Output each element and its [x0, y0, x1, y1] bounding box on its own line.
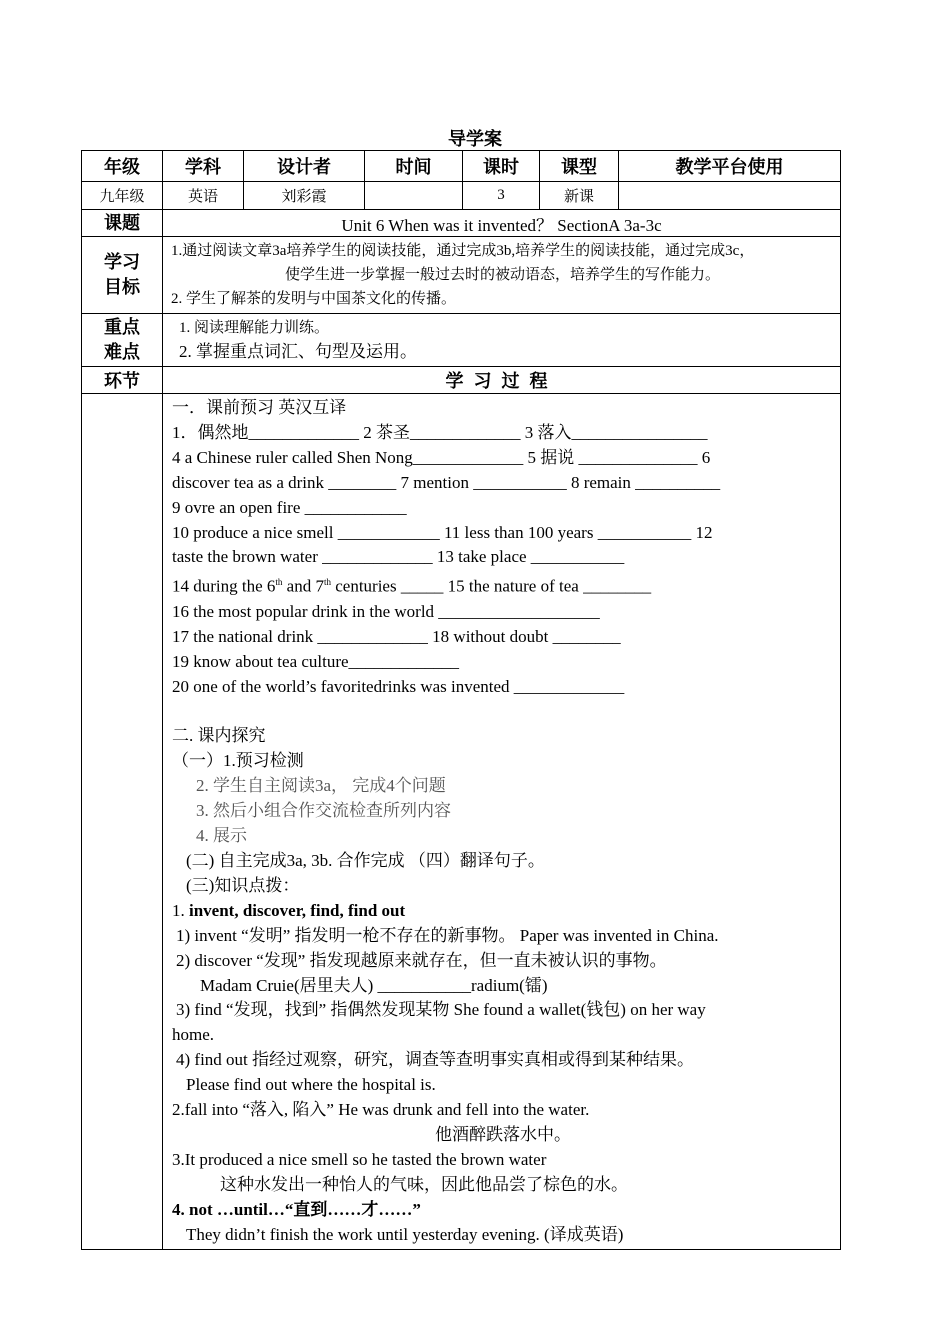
header-subject: 学科 [163, 151, 244, 182]
exercise-line: 4 a Chinese ruler called Shen Nong_____________ 5 据说 ______________ 6 [172, 447, 711, 467]
goal-1a: 1.通过阅读文章3a培养学生的阅读技能，通过完成3b,培养学生的阅读技能，通过完成3c， [171, 243, 755, 259]
section-label: 环节 [82, 367, 163, 394]
inquiry-step: 4. 展示 [196, 826, 247, 846]
preview-heading: 一．课前预习 英汉互译 [172, 398, 347, 417]
topic-label: 课题 [82, 210, 163, 237]
section-empty-cell [82, 394, 163, 1250]
knowledge-line: They didn’t finish the work until yesterday evening. (译成英语) [186, 1224, 624, 1244]
exercise-line: 1．偶然地_____________ 2 茶圣_____________ 3 落入________________ [172, 422, 708, 442]
knowledge-line: 1) invent “发明” 指发明一枪不存在的新事物。 Paper was invented in China. [176, 925, 719, 945]
knowledge-line: 2.fall into “落入, 陷入” He was drunk and fell into the water. [172, 1100, 590, 1120]
key-label-line2: 难点 [104, 342, 140, 362]
exercise-line: 20 one of the world’s favoritedrinks was invented _____________ [172, 676, 625, 696]
process-label: 学习过程 [163, 367, 841, 394]
process-header-row [82, 367, 841, 394]
knowledge-heading: (三)知识点拨： [186, 875, 300, 895]
info-row [82, 182, 841, 210]
header-grade: 年级 [82, 151, 163, 182]
exercise-line: 16 the most popular drink in the world ___________________ [172, 601, 600, 621]
inquiry-step: 3. 然后小组合作交流检查所列内容 [196, 801, 451, 821]
inquiry-step: 2. 学生自主阅读3a， 完成4个问题 [196, 776, 446, 796]
exercise-line: 9 ovre an open fire ____________ [172, 497, 407, 517]
header-row [82, 151, 841, 182]
goals-label-line1: 学习 [104, 252, 140, 272]
lesson-plan-table [81, 150, 841, 1250]
info-lesson-type: 新课 [540, 182, 619, 210]
knowledge-line: 他酒醉跌落水中。 [435, 1124, 571, 1144]
key-points-row [82, 314, 841, 367]
exercise-line: 14 during the 6th and 7th centuries _____ 15 the nature of tea ________ [172, 577, 652, 596]
info-period: 3 [463, 182, 540, 210]
knowledge-line: 2) discover “发现” 指发现越原来就存在，但一直未被认识的事物。 [176, 950, 667, 970]
info-subject: 英语 [163, 182, 244, 210]
goals-row [82, 237, 841, 314]
info-time [365, 182, 463, 210]
header-period: 课时 [463, 151, 540, 182]
knowledge-line: 3.It produced a nice smell so he tasted the brown water [172, 1149, 547, 1169]
goals-label [82, 237, 163, 314]
topic-value: Unit 6 When was it invented？ SectionA 3a-3c [163, 210, 841, 237]
process-content [163, 394, 841, 1250]
topic-row [82, 210, 841, 237]
knowledge-line: 4) find out 指经过观察，研究，调查等查明事实真相或得到某种结果。 [176, 1050, 695, 1070]
blank-line [172, 700, 834, 725]
knowledge-line: Please find out where the hospital is. [186, 1075, 436, 1095]
exercise-line: 19 know about tea culture_____________ [172, 651, 460, 671]
info-grade: 九年级 [82, 182, 163, 210]
inquiry-heading: 二. 课内探究 [172, 726, 266, 746]
goal-2: 2. 学生了解茶的发明与中国茶文化的传播。 [171, 291, 457, 307]
inquiry-step: （一）1.预习检测 [172, 751, 304, 771]
knowledge-point-title: 1. invent, discover, find, find out [172, 900, 406, 920]
key-point-2: 2. 掌握重点词汇、句型及运用。 [179, 342, 417, 361]
knowledge-line: Madam Cruie(居里夫人) ___________radium(镭) [200, 975, 548, 995]
inquiry-step: (二) 自主完成3a, 3b. 合作完成 （四）翻译句子。 [186, 850, 545, 870]
knowledge-line: home. [172, 1025, 215, 1045]
goal-1b: 使学生进一步掌握一般过去时的被动语态，培养学生的写作能力。 [284, 267, 720, 283]
header-lesson-type: 课型 [540, 151, 619, 182]
exercise-line: 10 produce a nice smell ____________ 11 less than 100 years ___________ 12 [172, 522, 713, 542]
knowledge-line: 3) find “发现，找到” 指偶然发现某物 She found a wallet(钱包) on her way [176, 1000, 706, 1020]
header-designer: 设计者 [244, 151, 365, 182]
info-designer: 刘彩霞 [244, 182, 365, 210]
header-time: 时间 [365, 151, 463, 182]
knowledge-line: 这种水发出一种怡人的气味，因此他品尝了棕色的水。 [220, 1174, 628, 1194]
goals-content [163, 237, 841, 314]
info-platform [619, 182, 841, 210]
exercise-line: taste the brown water _____________ 13 take place ___________ [172, 547, 625, 567]
key-points-label [82, 314, 163, 367]
process-body-row [82, 394, 841, 1250]
key-label-line1: 重点 [104, 317, 140, 337]
key-points-content [163, 314, 841, 367]
exercise-line: discover tea as a drink ________ 7 mention ___________ 8 remain __________ [172, 472, 721, 492]
knowledge-point-title: 4. not …until…“直到……才……” [172, 1199, 421, 1219]
exercise-line: 17 the national drink _____________ 18 without doubt ________ [172, 626, 621, 646]
goals-label-line2: 目标 [104, 277, 140, 297]
document-title: 导学案 [448, 129, 502, 149]
key-point-1: 1. 阅读理解能力训练。 [179, 320, 330, 336]
header-platform: 教学平台使用 [619, 151, 841, 182]
